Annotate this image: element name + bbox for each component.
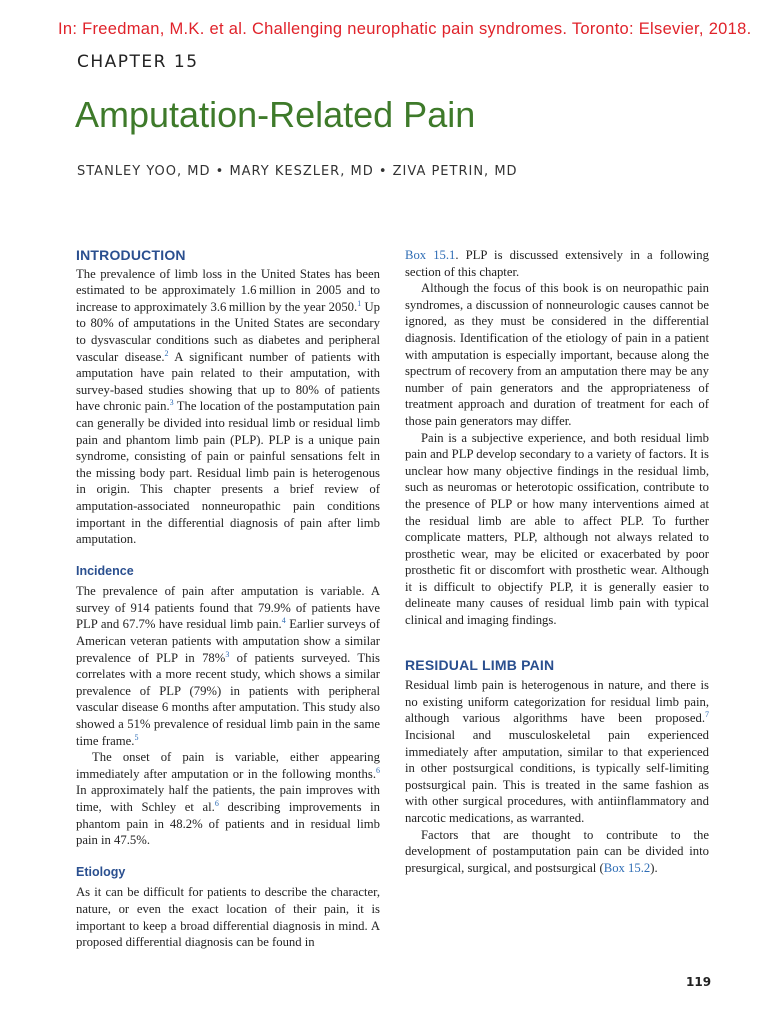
left-column	[76, 247, 380, 951]
chapter-title: Amputation-Related Pain	[75, 94, 476, 135]
ref-link[interactable]: 1	[357, 298, 362, 308]
right-column	[405, 247, 709, 876]
heading-introduction: INTRODUCTION	[76, 247, 186, 263]
ref-link[interactable]: 4	[281, 616, 286, 626]
heading-residual-limb-pain: RESIDUAL LIMB PAIN	[405, 656, 555, 673]
box-link[interactable]: Box 15.1	[405, 248, 456, 262]
incidence-paragraph-1: The prevalence of pain after amputation is variable. A survey of 914 patients found that 79.9% of patients have PLP and 67.7% have residual limb pain.$^4$ Earlier surveys of American veteran patients with amputation show a similar prevalence of PLP in 78%$^3$ of patients surveyed. This correlates with a more recent study, which shows a similar prevalence of PLP (79%) in patients with peripheral vascular disease 6 months after amputation. This study also showed a 51% prevalence of residual limb pain in the same time frame.$^5$	[76, 584, 380, 748]
etiology-paragraph-3: Pain is a subjective experience, and both residual limb pain and PLP develop secondary to a variety of factors. It is unclear how many objective findings in the residual limb, such as neuromas or heterotopic ossification, contribute to the presence of PLP or how many interventions aimed at the residual limb are able to affect PLP. To further complicate matters, PLP, although not always related to prosthetic wear, may be elicited or exacerbated by poor prosthetic fit or discomfort with prosthetic wear. Although it is difficult to objectify PLP, it is generally easier to delineate many causes of residual limb pain with typical clinical and imaging findings.	[405, 430, 709, 628]
intro-paragraph: The prevalence of limb loss in the United States has been estimated to be approximately 1.6 million in 2005 and to increase to approximately 3.6 million by the year 2050.$^1$ Up to 80% of amputations in the United States are secondary to dysvascular conditions such as diabetes and peripheral vascular disease.$^2$ A significant number of patients with amputation have pain related to their amputation, with survey-based studies showing that up to 80% of patients have chronic pain.$^3$ The location of the postamputation pain can generally be divided into residual limb or residual limb pain and phantom limb pain (PLP). PLP is a unique pain syndrome, consisting of pain or painful sensations felt in the missing body part. Residual limb pain is heterogenous in origin. This chapter presents a brief review of amputation-associated nonneuropathic pain conditions important in the differential diagnosis of pain after limb amputation.	[76, 266, 381, 547]
chapter-label: CHAPTER 15	[77, 52, 199, 72]
residual-paragraph-1: Residual limb pain is heterogenous in nature, and there is no existing uniform categorization for residual limb pain, although various algorithms have been proposed.$^7$ Incisional and musculoskeletal pain experienced immediately after amputation, similar to that experienced in other postsurgical conditions, is typically self-limiting postsurgical pain. This is treated in the same fashion as with other surgical procedures, with antiinflammatory and narcotic medications, as warranted.	[405, 678, 709, 825]
heading-incidence: Incidence	[76, 563, 134, 578]
etiology-paragraph-1: As it can be difficult for patients to describe the character, nature, or even the exact location of their pain, it is important to keep a broad differential diagnosis in mind. A proposed differential diagnosis can be found in	[76, 885, 380, 950]
etiology-paragraph-2: Although the focus of this book is on neuropathic pain syndromes, a discussion of nonneurologic causes cannot be ignored, as they must be considered in the differential diagnosis. Identification of the etiology of pain in a patient with amputation is especially important, because along the spectrum of recovery from an amputation there may be any number of pain generators and the appropriateness of treatment approach and duration of treatment for each of those pain generators may differ.	[405, 281, 709, 428]
heading-etiology: Etiology	[76, 864, 126, 879]
ref-link[interactable]: 6	[376, 765, 380, 775]
etiology-paragraph-1-cont: Box 15.1. PLP is discussed extensively in a following section of this chapter.	[405, 248, 709, 279]
residual-paragraph-2: Factors that are thought to contribute to the development of postamputation pain can be divided into presurgical, surgical, and postsurgical (Box 15.2).	[405, 827, 709, 875]
ref-link[interactable]: 6	[214, 798, 219, 808]
ref-link[interactable]: 2	[164, 348, 169, 358]
ref-link[interactable]: 3	[225, 649, 230, 659]
ref-link[interactable]: 7	[705, 710, 709, 720]
citation-note: In: Freedman, M.K. et al. Challenging neurophatic pain syndromes. Toronto: Elsevier, 2018.	[58, 20, 752, 38]
incidence-paragraph-2: The onset of pain is variable, either appearing immediately after amputation or in the following months.$^6$ In approximately half the patients, the pain improves with time, with Schley et al.$^6$ describing improvements in phantom pain in 48.2% of patients and in residual limb pain in 47.5%.	[76, 750, 381, 848]
page-number: 119	[686, 975, 712, 989]
box-link[interactable]: Box 15.2	[603, 860, 651, 875]
ref-link[interactable]: 5	[134, 732, 139, 742]
author-list: STANLEY YOO, MD • MARY KESZLER, MD • ZIVA PETRIN, MD	[77, 164, 518, 179]
ref-link[interactable]: 3	[169, 398, 174, 408]
